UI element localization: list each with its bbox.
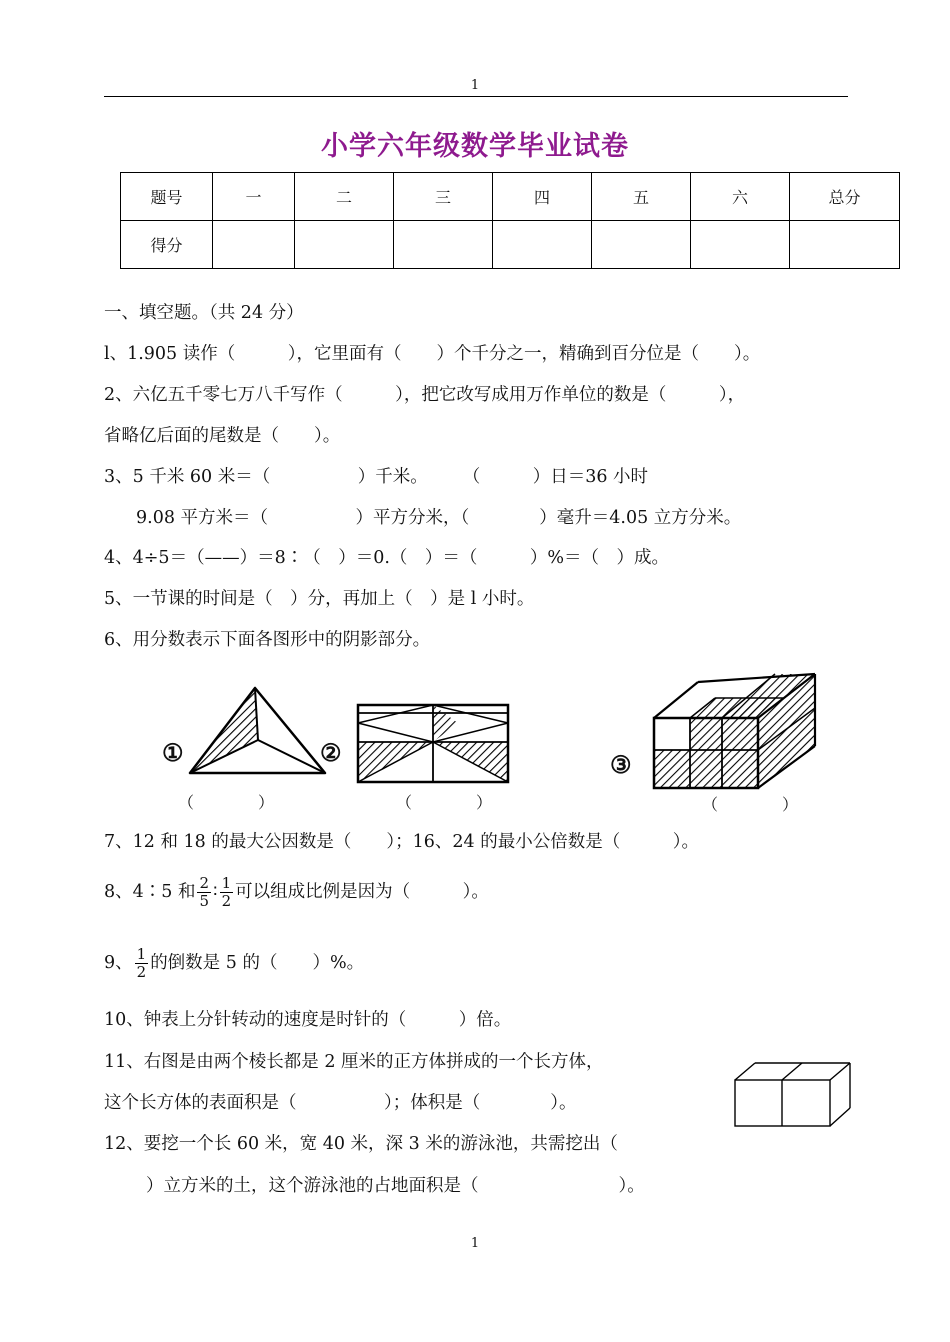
score-table	[120, 172, 900, 269]
score-cell[interactable]	[213, 221, 295, 269]
question-2-line-2: 省略亿后面的尾数是（ ）。	[104, 426, 341, 446]
question-9	[104, 943, 364, 983]
q9-suffix: 的倒数是 5 的（ ）%。	[150, 953, 365, 973]
fraction-denominator: 2	[136, 962, 147, 981]
fraction-denominator: 2	[221, 891, 232, 910]
figure-3-label: ③	[610, 750, 632, 779]
table-cell: 四	[493, 173, 592, 221]
two-cubes-figure	[730, 1058, 856, 1130]
question-1: l、1.905 读作（ ），它里面有（ ）个千分之一，精确到百分位是（ ）。	[104, 344, 761, 364]
score-cell[interactable]	[592, 221, 691, 269]
figure-2-label: ②	[320, 738, 342, 767]
score-cell[interactable]	[493, 221, 592, 269]
table-cell: 题号	[121, 173, 213, 221]
table-cell: 六	[691, 173, 790, 221]
fraction-numerator: 1	[221, 873, 232, 892]
figure-1-triangle	[190, 688, 325, 773]
fraction	[197, 875, 211, 910]
question-4: 4、4÷5＝（——）＝8∶（ ）＝0.（ ）＝（ ）%＝（ ）成。	[104, 548, 670, 568]
table-row	[121, 173, 900, 221]
table-cell: 总分	[790, 173, 900, 221]
fraction	[220, 875, 234, 910]
question-5: 5、一节课的时间是（ ）分，再加上（ ）是 l 小时。	[104, 589, 535, 609]
fraction-denominator: 5	[199, 891, 210, 910]
score-cell[interactable]	[691, 221, 790, 269]
figure-1-label: ①	[162, 738, 184, 767]
question-10: 10、钟表上分针转动的速度是时针的（ ）倍。	[104, 1010, 512, 1030]
question-6: 6、用分数表示下面各图形中的阴影部分。	[104, 630, 431, 650]
figure-2-rectangle	[358, 705, 508, 782]
page-number-bottom: 1	[470, 1236, 480, 1251]
fraction-numerator: 2	[199, 873, 210, 892]
ratio-sign: ∶	[213, 882, 218, 902]
question-11-line-1: 11、右图是由两个棱长都是 2 厘米的正方体拼成的一个长方体，	[104, 1052, 604, 1072]
table-cell: 五	[592, 173, 691, 221]
page-title: 小学六年级数学毕业试卷	[321, 131, 629, 162]
table-cell: 二	[295, 173, 394, 221]
question-12-line-1: 12、要挖一个长 60 米，宽 40 米，深 3 米的游泳池，共需挖出（	[104, 1134, 618, 1154]
question-3-line-2: 9.08 平方米＝（ ）平方分米，（ ）毫升＝4.05 立方分米。	[136, 508, 742, 528]
figure-1-answer[interactable]: （ ）	[178, 793, 275, 812]
question-2-line-1: 2、六亿五千零七万八千写作（ ），把它改写成用万作单位的数是（ ），	[104, 385, 746, 405]
q8-suffix: 可以组成比例是因为（ ）。	[235, 882, 489, 902]
figure-3-cuboid	[654, 674, 815, 788]
q9-prefix: 9、	[104, 953, 133, 973]
question-7: 7、12 和 18 的最大公因数是（ ）；16、24 的最小公倍数是（ ）。	[104, 832, 699, 852]
section-heading: 一、填空题。（共 24 分）	[104, 303, 304, 323]
score-cell[interactable]	[295, 221, 394, 269]
score-cell[interactable]	[790, 221, 900, 269]
question-12-line-2: ）立方米的土，这个游泳池的占地面积是（ ）。	[146, 1176, 645, 1196]
table-row	[121, 221, 900, 269]
score-cell[interactable]	[394, 221, 493, 269]
figure-3-answer[interactable]: （ ）	[702, 795, 799, 814]
question-8	[104, 872, 489, 912]
table-cell: 三	[394, 173, 493, 221]
table-cell: 一	[213, 173, 295, 221]
figure-2-answer[interactable]: （ ）	[396, 793, 493, 812]
header-rule	[104, 96, 848, 97]
page-number-top: 1	[470, 78, 480, 93]
table-cell: 得分	[121, 221, 213, 269]
q8-prefix: 8、4∶5 和	[104, 882, 196, 902]
question-11-line-2: 这个长方体的表面积是（ ）；体积是（ ）。	[104, 1093, 577, 1113]
question-3-line-1: 3、5 千米 60 米＝（ ）千米。 （ ）日＝36 小时	[104, 467, 649, 487]
fraction	[135, 946, 149, 981]
fraction-numerator: 1	[136, 944, 147, 963]
